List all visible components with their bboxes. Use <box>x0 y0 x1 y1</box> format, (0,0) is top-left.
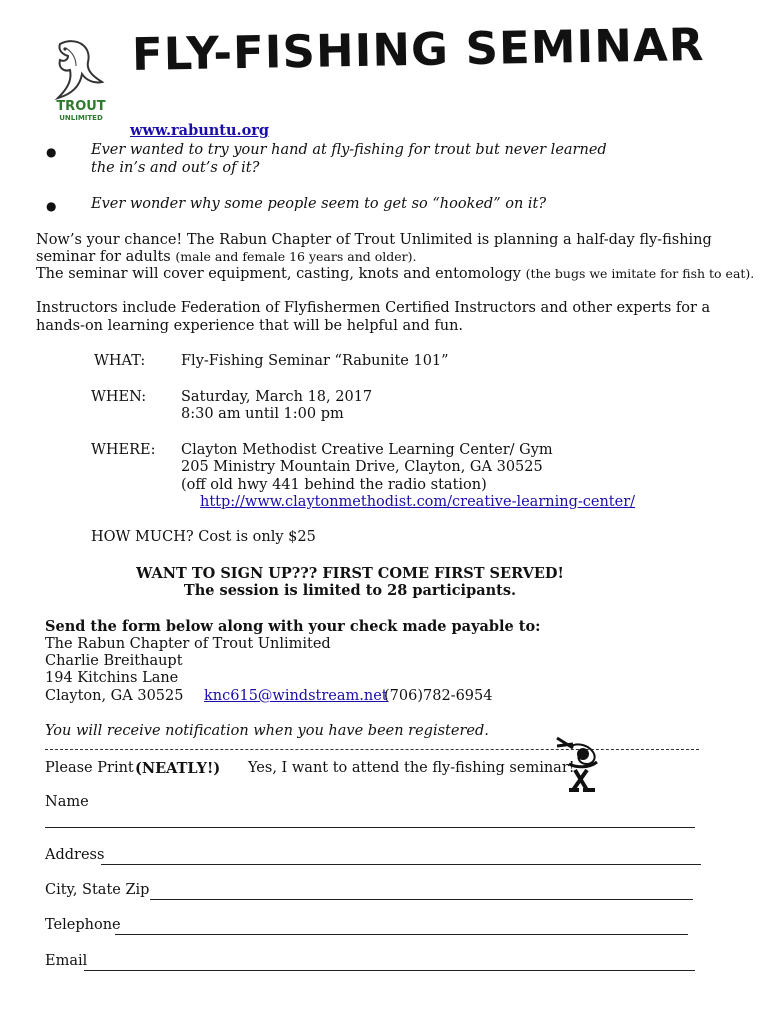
mail-heading: Send the form below along with your check made payable to: <box>45 618 541 635</box>
address-label: Address <box>45 847 105 863</box>
where-url-link[interactable]: http://www.claytonmethodist.com/creative-learning-center/ <box>200 494 636 510</box>
intro-line-3 <box>36 266 754 282</box>
mail-street: 194 Kitchins Lane <box>45 670 179 686</box>
intro-line-2-note: (male and female 16 years and older). <box>175 249 417 264</box>
when-label: WHEN: <box>91 389 147 405</box>
bullet-dot: ● <box>46 199 57 213</box>
what-label: WHAT: <box>94 353 146 369</box>
mail-org: The Rabun Chapter of Trout Unlimited <box>45 636 331 652</box>
telephone-label: Telephone <box>45 917 121 933</box>
mail-person: Charlie Breithaupt <box>45 653 183 669</box>
intro-line-3-main: The seminar will cover equipment, casting, knots and entomology <box>36 266 521 282</box>
logo-sub: UNLIMITED <box>59 114 103 122</box>
city-state-zip-field[interactable] <box>150 899 693 900</box>
where-line-1: Clayton Methodist Creative Learning Center/ Gym <box>181 442 553 458</box>
instructors-line-2: hands-on learning experience that will be helpful and fun. <box>36 318 464 334</box>
bullet-1-line-2: the in’s and out’s of it? <box>91 160 260 176</box>
signup-line-1: WANT TO SIGN UP??? FIRST COME FIRST SERVED! <box>136 565 564 582</box>
trout-unlimited-logo <box>46 38 116 122</box>
what-value: Fly-Fishing Seminar “Rabunite 101” <box>181 353 449 369</box>
intro-line-2 <box>36 249 416 265</box>
instructors-line-1: Instructors include Federation of Flyfishermen Certified Instructors and other experts for a <box>36 300 711 316</box>
where-label: WHERE: <box>91 442 156 458</box>
neatly-note: (NEATLY!) <box>135 760 221 777</box>
attend-confirmation: Yes, I want to attend the fly-fishing seminar! <box>248 760 575 776</box>
name-field[interactable] <box>45 827 695 828</box>
where-line-2: 205 Ministry Mountain Drive, Clayton, GA 30525 <box>181 459 543 475</box>
mail-email-link[interactable]: knc615@windstream.net <box>204 688 388 704</box>
trout-fish-icon <box>46 38 116 100</box>
email-field[interactable] <box>84 970 695 971</box>
when-date: Saturday, March 18, 2017 <box>181 389 373 405</box>
bullet-1-line-1: Ever wanted to try your hand at fly-fishing for trout but never learned <box>91 142 607 158</box>
please-print: Please Print <box>45 760 134 776</box>
registration-notice: You will receive notification when you have been registered. <box>45 723 489 739</box>
name-label: Name <box>45 794 89 810</box>
mail-city: Clayton, GA 30525 <box>45 688 184 704</box>
bullet-2: Ever wonder why some people seem to get so “hooked” on it? <box>91 196 547 212</box>
email-label: Email <box>45 953 88 969</box>
intro-line-3-note: (the bugs we imitate for fish to eat). <box>525 266 755 281</box>
when-time: 8:30 am until 1:00 pm <box>181 406 344 422</box>
intro-line-1: Now’s your chance! The Rabun Chapter of Trout Unlimited is planning a half-day fly-fishing <box>36 232 712 248</box>
signup-line-2: The session is limited to 28 participants. <box>183 582 517 599</box>
telephone-field[interactable] <box>115 934 688 935</box>
intro-line-2-main: seminar for adults <box>36 249 171 265</box>
website-link[interactable]: www.rabuntu.org <box>130 122 270 139</box>
logo-name: TROUT <box>56 99 106 114</box>
address-field[interactable] <box>101 864 701 865</box>
page-title: FLY-FISHING SEMINAR <box>131 18 705 81</box>
city-state-zip-label: City, State Zip <box>45 882 150 898</box>
how-much: HOW MUCH? Cost is only $25 <box>91 529 316 545</box>
where-line-3: (off old hwy 441 behind the radio station) <box>181 477 487 493</box>
bullet-dot: ● <box>46 145 57 159</box>
mail-phone: (706)782-6954 <box>384 688 493 704</box>
